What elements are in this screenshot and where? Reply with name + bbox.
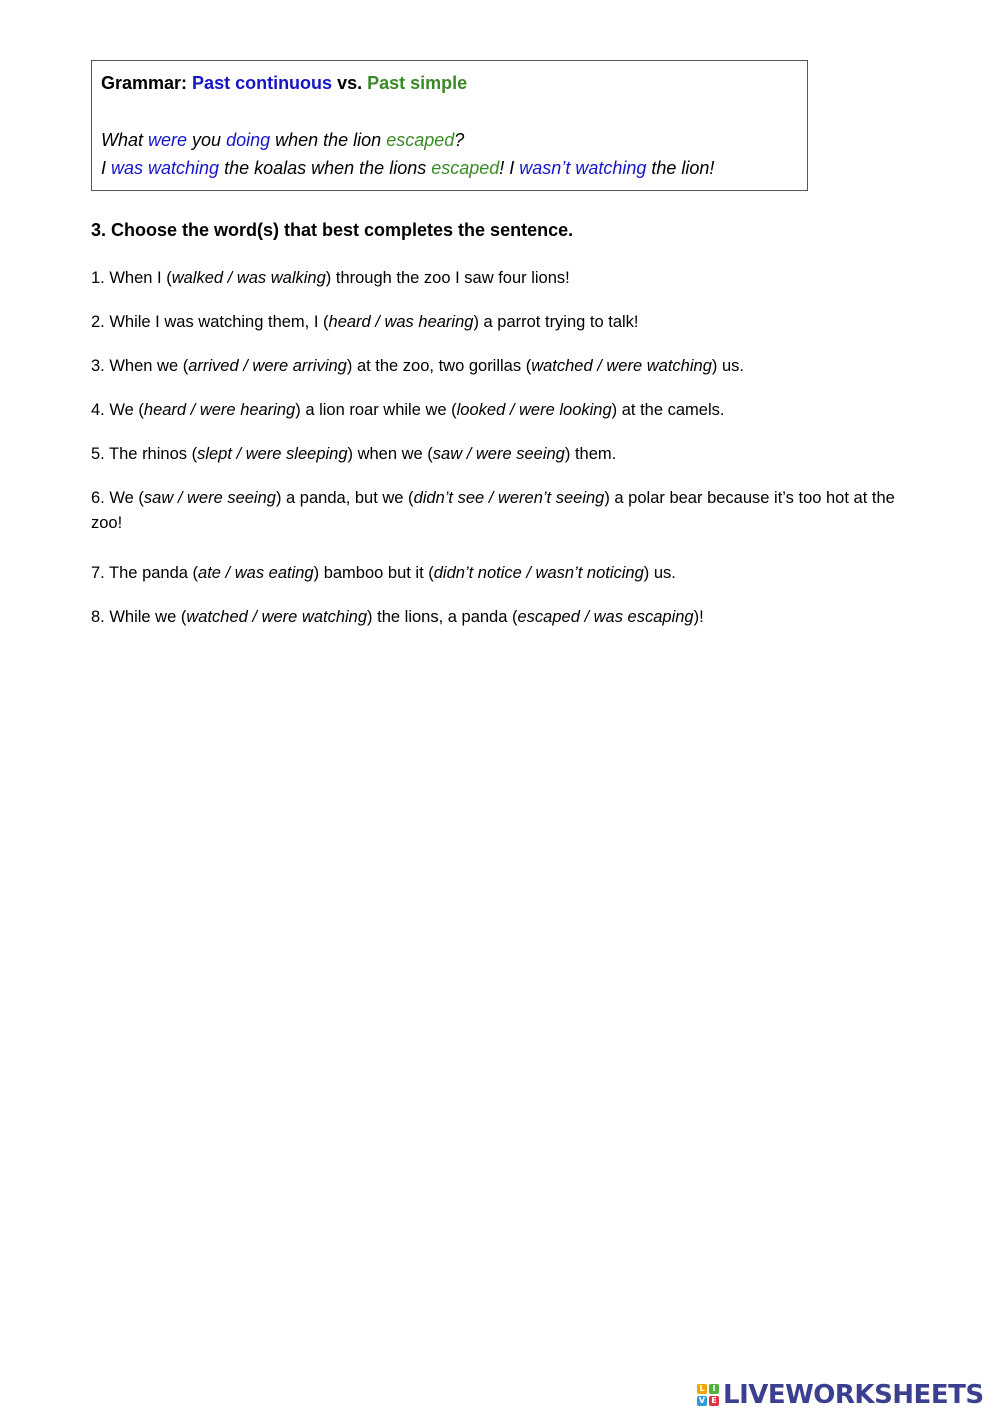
logo-mark-tile: V <box>698 1396 706 1405</box>
question-text: 4. We ( <box>91 401 144 419</box>
question-text: 6. We ( <box>91 489 144 507</box>
answer-choices[interactable]: watched / were watching <box>186 608 368 626</box>
grammar-example-question <box>101 126 798 154</box>
logo-mark-tile: I <box>709 1384 719 1394</box>
question-7 <box>91 561 921 586</box>
question-text: ) them. <box>564 445 617 463</box>
answer-choices[interactable]: walked / was walking <box>171 269 326 287</box>
question-4 <box>91 398 921 423</box>
question-text: ) at the camels. <box>611 401 725 419</box>
example-text: the koalas when the lions <box>219 158 432 178</box>
question-text: 8. While we ( <box>91 608 187 626</box>
question-text: 7. The panda ( <box>91 564 199 582</box>
grammar-title-prefix: Grammar: <box>101 73 193 93</box>
logo-mark-tile: E <box>709 1396 719 1406</box>
logo-mark-tile: L <box>697 1384 707 1394</box>
question-text: ) a lion roar while we ( <box>295 401 457 419</box>
answer-choices[interactable]: looked / were looking <box>456 401 612 419</box>
example-past-continuous: wasn’t watching <box>519 158 647 178</box>
answer-choices[interactable]: ate / was eating <box>198 564 314 582</box>
question-text: )! <box>693 608 704 626</box>
liveworksheets-logo-icon <box>697 1384 719 1406</box>
example-past-simple: escaped <box>386 130 455 150</box>
question-text: ) a parrot trying to talk! <box>473 313 639 331</box>
liveworksheets-logo <box>697 1378 984 1412</box>
example-text: you <box>187 130 227 150</box>
example-text: What <box>101 130 149 150</box>
example-text: ! I <box>499 158 520 178</box>
answer-choices[interactable]: heard / were hearing <box>143 401 296 419</box>
example-past-continuous: were <box>148 130 188 150</box>
question-text: ) when we ( <box>347 445 433 463</box>
question-text: ) us. <box>711 357 744 375</box>
question-text: ) at the zoo, two gorillas ( <box>346 357 532 375</box>
question-1 <box>91 266 921 291</box>
example-text: ? <box>454 130 465 150</box>
question-text: ) a polar bear because it’s too hot at the zoo! <box>91 489 895 532</box>
question-text: ) bamboo but it ( <box>313 564 434 582</box>
question-text: 5. The rhinos ( <box>91 445 198 463</box>
grammar-term-past-continuous: Past continuous <box>192 73 333 93</box>
question-6 <box>91 486 921 536</box>
example-past-continuous: doing <box>226 130 271 150</box>
answer-choices[interactable]: didn’t see / weren’t seeing <box>413 489 605 507</box>
answer-choices[interactable]: arrived / were arriving <box>188 357 347 375</box>
answer-choices[interactable]: slept / were sleeping <box>197 445 348 463</box>
answer-choices[interactable]: saw / were seeing <box>143 489 276 507</box>
answer-choices[interactable]: heard / was hearing <box>328 313 474 331</box>
example-text: when the lion <box>270 130 387 150</box>
grammar-title <box>101 71 798 95</box>
logo-text: LIVEWORKSHEETS <box>723 1380 984 1410</box>
question-text: ) a panda, but we ( <box>275 489 414 507</box>
example-past-simple: escaped <box>431 158 500 178</box>
grammar-example-answer <box>101 154 798 182</box>
question-text: ) us. <box>643 564 676 582</box>
question-text: 1. When I ( <box>91 269 172 287</box>
grammar-box <box>91 60 808 191</box>
question-text: ) through the zoo I saw four lions! <box>325 269 570 287</box>
example-text: the lion! <box>646 158 715 178</box>
question-text: ) the lions, a panda ( <box>367 608 518 626</box>
answer-choices[interactable]: watched / were watching <box>531 357 712 375</box>
answer-choices[interactable]: escaped / was escaping <box>517 608 694 626</box>
question-3 <box>91 354 921 379</box>
grammar-title-vs: vs. <box>332 73 368 93</box>
question-8 <box>91 605 921 630</box>
example-past-continuous: was watching <box>111 158 220 178</box>
example-text: I <box>101 158 112 178</box>
grammar-term-past-simple: Past simple <box>367 73 468 93</box>
answer-choices[interactable]: saw / were seeing <box>432 445 565 463</box>
question-text: 3. When we ( <box>91 357 189 375</box>
grammar-examples <box>101 126 798 182</box>
question-5 <box>91 442 921 467</box>
question-text: 2. While I was watching them, I ( <box>91 313 329 331</box>
question-2 <box>91 310 921 335</box>
exercise-heading: 3. Choose the word(s) that best completes the sentence. <box>91 220 574 240</box>
answer-choices[interactable]: didn’t notice / wasn’t noticing <box>433 564 644 582</box>
